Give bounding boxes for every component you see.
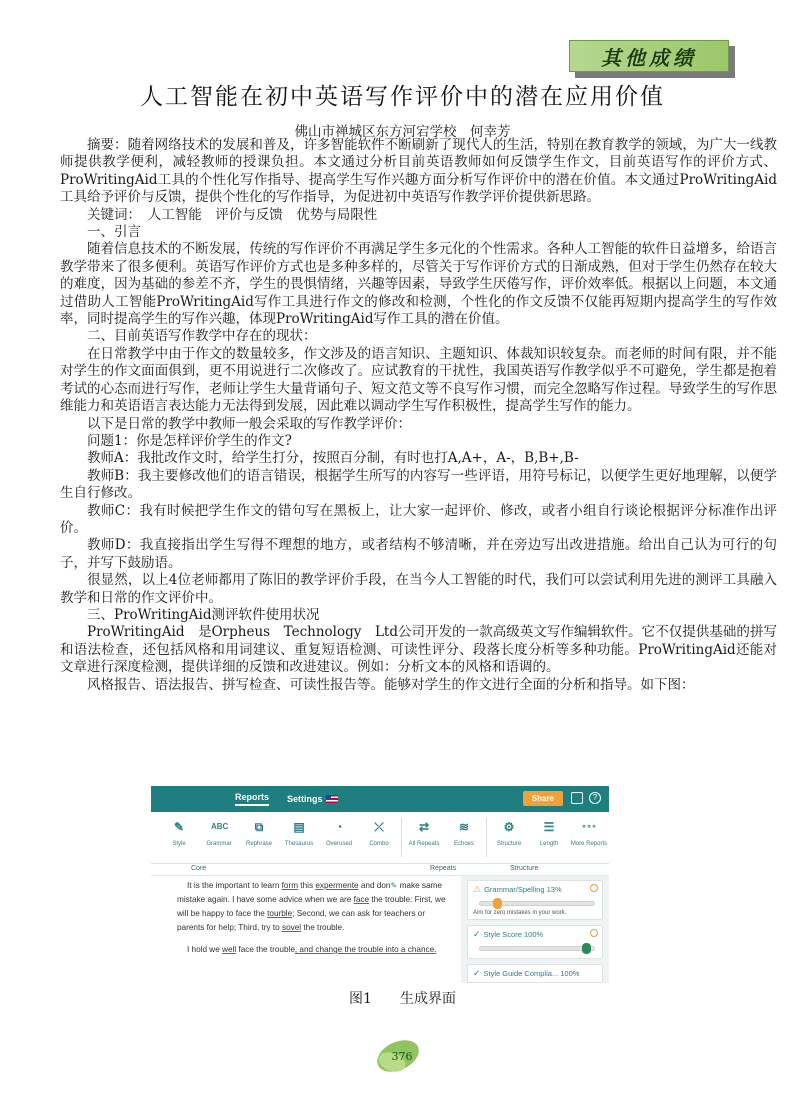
reports-toolbar	[151, 812, 609, 864]
flagged-word[interactable]: face	[353, 895, 370, 904]
toolbar-divider	[486, 818, 487, 857]
body-paragraph: 教师B：我主要修改他们的语言错误，根据学生所写的内容写一些评语，用符号标记，以便学生更好地理解，以便学生自行修改。	[60, 467, 777, 502]
tool-combo[interactable]: ⤫ Combo	[369, 820, 389, 847]
slider-knob	[582, 943, 591, 954]
tab-face	[569, 40, 729, 72]
section-tab	[569, 40, 734, 76]
card-note: Aim for zero mistakes in your work.	[473, 910, 567, 916]
tool-more-reports[interactable]: ∘∘∘ More Reports	[569, 812, 609, 863]
rephrase-icon: ⧉	[254, 820, 264, 834]
article-title: 人工智能在初中英语写作评价中的潜在应用价值	[140, 84, 665, 110]
article-author: 佛山市禅城区东方河宕学校 何幸芳	[294, 124, 511, 140]
flagged-word[interactable]: tourble	[267, 909, 293, 918]
score-sidebar	[461, 876, 609, 983]
body-paragraph: 在日常教学中由于作文的数量较多，作文涉及的语言知识、主题知识、体裁知识较复杂。而老师的时间有限，并不能对学生的作文面面俱到，更不用说进行二次修改了。应试教育的干扰性，我国英语写作教学似乎不可避免，学生都是抱着考试的心态而进行写作，老师让学生大量背诵句子、短文范文等不良写作习惯，而完全忽略写作过程。导致学生的写作思维能力和英语语言表达能力无法得到发展，因此难以调动学生写作积极性，提高学生写作的能力。	[60, 345, 777, 415]
body-paragraph: ProWritingAid 是Orpheus Technology Ltd公司开发的一款高级英文写作编辑软件。它不仅提供基础的拼写和语法检查，还包括风格和用词建议、重复短语检测、可读性评分、段落长度分析等多种功能。ProWritingAid还能对文章进行深度检测，提供详细的反馈和改进建议。例如：分析文本的风格和语调的。	[60, 624, 777, 676]
tool-grammar[interactable]: ABC Grammar	[199, 812, 239, 863]
editor-area	[151, 876, 609, 983]
abstract-paragraph: 摘要：随着网络技术的发展和普及，许多智能软件不断刷新了现代人的生活，特别在教育教学的领域，为广大一线教师提供教学便利，减轻教师的授课负担。本文通过分析目前英语教师如何反馈学生作文，目前英语写作的评价方式、ProWritingAid工具的个性化写作指导、提高学生写作兴趣方面分析写作评价中的潜在价值。本文通过ProWritingAid工具给予评价与反馈，提供个性化的写作指导，为促进初中英语写作教学评价提供新思路。	[60, 137, 777, 206]
more-reports-icon: ∘∘∘	[581, 822, 597, 831]
app-topbar	[151, 786, 609, 812]
style-icon: ✎	[173, 820, 185, 834]
tool-rephrase[interactable]: ⧉ Rephrase	[245, 820, 272, 847]
info-icon[interactable]	[590, 884, 598, 892]
doc-paragraph: It is the important to learn form this expermente and don✎ make same mistake again. I have some advice when we are face the trouble: First, we will be happy to face the tourble; Second, we can ask for teachers or parents for help; Third, try to sovel the trouble.	[177, 881, 446, 932]
keywords-paragraph: 关键词： 人工智能 评价与反馈 优势与局限性	[87, 206, 378, 223]
tool-all-repeats[interactable]: ⇄ All Repeats	[408, 820, 440, 847]
figure-caption: 图1 生成界面	[349, 991, 456, 1007]
overused-icon: ◔	[335, 820, 343, 834]
tool-style[interactable]: ✎ Style	[172, 820, 186, 847]
flagged-word[interactable]: sovel	[281, 923, 302, 932]
group-repeats: Repeats	[430, 865, 457, 872]
structure-icon: ⚙	[503, 820, 515, 834]
body-paragraph: 以下是日常的教学中教师一般会采取的写作教学评价：	[87, 415, 411, 432]
toolbar-groups	[151, 864, 609, 876]
tool-overused[interactable]: ◔ Overused	[325, 820, 352, 847]
flagged-punctuation[interactable]: , and change the trouble into a chance.	[294, 945, 437, 954]
tab-settings[interactable]: Settings	[287, 794, 338, 804]
flagged-word[interactable]: well	[222, 945, 237, 954]
page-number: 376	[391, 1050, 413, 1063]
body-paragraph: 教师A：我批改作文时，给学生打分，按照百分制，有时也打A,A+，A-，B,B+,B-	[87, 450, 579, 467]
help-icon[interactable]: ?	[589, 792, 601, 804]
group-structure: Structure	[510, 865, 539, 872]
slider-knob	[493, 898, 502, 909]
flagged-word[interactable]: form	[281, 881, 299, 890]
body-paragraph: 随着信息技术的不断发展，传统的写作评价不再满足学生多元化的个性需求。各种人工智能的软件日益增多，给语言教学带来了很多便利。英语写作评价方式也是多种多样的，尽管关于写作评价方式的日渐成熟，但对于学生仍然存在较大的难度，因为基础的参差不齐，学生的畏惧情绪，兴趣等因素，导致学生厌倦写作，评价效率低。根据以上问题，本文通过借助人工智能ProWritingAid写作工具进行作文的修改和检测，个性化的作文反馈不仅能再短期内提高学生的写作效率，同时提高学生的写作兴趣，体现ProWritingAid写作工具的潜在价值。	[60, 241, 777, 328]
style-guide-card[interactable]: ✓ Style Guide Complia... 100%	[467, 964, 603, 983]
body-paragraph: 风格报告、语法报告、拼写检查、可读性报告等。能够对学生的作文进行全面的分析和指导。如下图：	[87, 676, 695, 693]
tool-structure[interactable]: ⚙ Structure	[496, 820, 522, 847]
section-heading: 二、目前英语写作教学中存在的现状：	[87, 328, 317, 345]
echoes-icon: ≋	[458, 820, 470, 834]
length-icon: ☰	[543, 820, 555, 834]
flagged-word[interactable]: expermente	[315, 881, 359, 890]
info-icon[interactable]	[590, 929, 598, 937]
body-paragraph: 教师D：我直接指出学生写得不理想的地方，或者结构不够清晰，并在旁边写出改进措施。给出自己认为可行的句子，并写下鼓励语。	[60, 537, 777, 571]
combo-icon: ⤫	[374, 820, 384, 834]
body-paragraph: 很显然，以上4位老师都用了陈旧的教学评价手段，在当今人工智能的时代，我们可以尝试利用先进的测评工具融入教学和日常的作文评价中。	[60, 572, 777, 606]
tool-length[interactable]: ☰ Length	[539, 820, 559, 847]
section-heading: 三、ProWritingAid测评软件使用状况	[87, 606, 320, 623]
all-repeats-icon: ⇄	[418, 820, 430, 834]
body-paragraph: 问题1：你是怎样评价学生的作文?	[87, 432, 292, 449]
document-text[interactable]	[151, 876, 461, 983]
body-paragraph: 教师C：我有时候把学生作文的错句写在黑板上，让大家一起评价、修改，或者小组自行谈论根据评分标准作出评价。	[60, 502, 777, 536]
tab-reports[interactable]: Reports	[235, 792, 269, 806]
check-icon: ✓	[473, 929, 481, 939]
grammar-spelling-card[interactable]: ⚠ Grammar/Spelling 13% Aim for zero mistakes in your work.	[467, 880, 603, 920]
style-score-slider	[479, 946, 595, 951]
tool-echoes[interactable]: ≋ Echoes	[453, 820, 474, 847]
check-icon: ✓	[473, 968, 481, 978]
grammar-icon: ABC	[211, 822, 229, 831]
chat-icon[interactable]	[571, 792, 583, 804]
prowritingaid-screenshot	[151, 786, 609, 983]
article-body	[60, 137, 777, 694]
tool-thesaurus[interactable]: ▤ Thesaurus	[284, 820, 314, 847]
section-heading: 一、引言	[87, 224, 141, 241]
toolbar-divider	[401, 818, 402, 857]
section-tab-label: 其他成绩	[601, 45, 697, 70]
group-core: Core	[191, 865, 207, 872]
thesaurus-icon: ▤	[293, 820, 305, 834]
doc-paragraph: I hold we well face the trouble, and change the trouble into a chance.	[187, 945, 437, 954]
warning-icon: ⚠	[473, 884, 482, 894]
share-button[interactable]: Share	[523, 791, 563, 806]
style-score-card[interactable]: ✓ Style Score 100%	[467, 925, 603, 959]
uk-flag-icon	[326, 795, 338, 803]
grammar-score-slider	[479, 901, 595, 906]
